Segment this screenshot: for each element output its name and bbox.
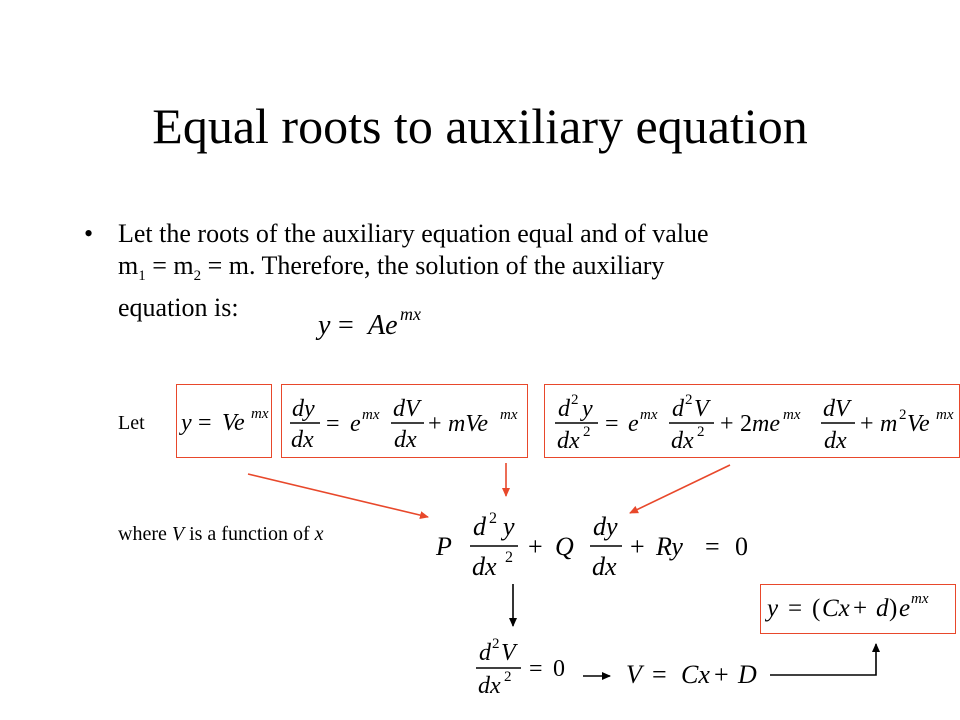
bullet-line-1: Let the roots of the auxiliary equation equal and of value [118, 219, 709, 248]
svg-text:Ae: Ae [368, 310, 398, 341]
svg-text:mx: mx [500, 407, 518, 423]
svg-text:m: m [880, 411, 898, 437]
svg-text:y: y [181, 410, 192, 436]
substitution-equation [179, 406, 269, 436]
svg-text:2: 2 [504, 669, 512, 685]
svg-text:e: e [350, 411, 361, 437]
svg-text:y: y [582, 396, 593, 422]
bullet-line-2-rest: = m. Therefore, the solution of the auxiliary [201, 251, 665, 280]
svg-text:+: + [720, 411, 734, 437]
svg-text:=: = [605, 411, 619, 437]
svg-text:dx: dx [472, 552, 497, 581]
svg-text:me: me [752, 411, 780, 437]
svg-text:y: y [318, 310, 331, 341]
svg-text:dx: dx [592, 552, 617, 581]
second-derivative-equation [555, 392, 954, 454]
subscript-1: 1 [138, 268, 146, 285]
svg-text:y: y [767, 595, 779, 622]
svg-text:=: = [529, 656, 543, 682]
svg-text:dx: dx [478, 673, 501, 699]
bullet-marker: • [84, 219, 94, 248]
solution-equation [315, 304, 421, 341]
equals-m: = m [145, 251, 194, 280]
svg-text:V: V [626, 660, 642, 689]
svg-text:V: V [501, 640, 516, 666]
svg-text:+: + [853, 595, 868, 622]
svg-text:dV: dV [393, 396, 420, 422]
svg-text:dy: dy [593, 512, 618, 541]
where-var: V [171, 523, 185, 545]
svg-text:dV: dV [823, 396, 850, 422]
svg-text:): ) [889, 595, 898, 622]
svg-text:mx: mx [400, 304, 421, 324]
red-arrow-left [248, 474, 428, 517]
svg-text:mx: mx [362, 407, 380, 423]
slide-title: Equal roots to auxiliary equation [152, 98, 808, 154]
svg-text:2: 2 [685, 392, 693, 408]
svg-text:2: 2 [740, 411, 752, 437]
svg-text:mx: mx [251, 406, 269, 422]
svg-text:dx: dx [824, 428, 847, 454]
svg-text:d: d [672, 396, 684, 422]
svg-text:V: V [694, 396, 709, 422]
svg-text:(: ( [812, 595, 821, 622]
subscript-2: 2 [193, 268, 202, 285]
svg-text:mx: mx [936, 407, 954, 423]
svg-text:dx: dx [557, 428, 580, 454]
first-derivative-equation [290, 396, 518, 453]
svg-text:P: P [436, 532, 452, 561]
svg-text:=: = [705, 532, 720, 561]
svg-text:+: + [528, 532, 543, 561]
svg-text:e: e [899, 595, 911, 622]
svg-text:2: 2 [489, 510, 497, 527]
svg-text:Ve: Ve [907, 411, 930, 437]
svg-text:2: 2 [583, 424, 591, 440]
svg-text:e: e [628, 411, 639, 437]
svg-text:2: 2 [505, 549, 513, 566]
svg-text:Ry: Ry [656, 532, 683, 561]
svg-text:2: 2 [899, 407, 907, 423]
svg-text:mVe: mVe [448, 411, 488, 437]
svg-text:=: = [198, 410, 212, 436]
svg-text:dy: dy [292, 396, 315, 422]
svg-text:2: 2 [492, 636, 500, 652]
where-x: x [314, 523, 324, 545]
m-symbol: m [118, 251, 139, 280]
reduced-equation [476, 636, 565, 699]
svg-text:Ve: Ve [222, 410, 245, 436]
svg-text:D: D [738, 660, 757, 689]
svg-text:d: d [473, 512, 486, 541]
svg-text:d: d [558, 396, 570, 422]
svg-text:mx: mx [783, 407, 801, 423]
svg-text:0: 0 [735, 532, 748, 561]
bullet-line-3: equation is: [118, 293, 239, 323]
svg-text:+: + [714, 660, 729, 689]
svg-text:=: = [326, 411, 340, 437]
svg-text:=: = [338, 310, 354, 341]
svg-text:mx: mx [640, 407, 658, 423]
svg-text:+: + [428, 411, 442, 437]
svg-text:0: 0 [553, 656, 565, 682]
svg-text:d: d [876, 595, 889, 622]
svg-text:+: + [860, 411, 874, 437]
svg-text:dx: dx [671, 428, 694, 454]
where-mid: is a function of [184, 523, 315, 545]
svg-text:=: = [652, 660, 667, 689]
svg-text:Cx: Cx [681, 660, 710, 689]
svg-text:y: y [503, 512, 515, 541]
svg-text:dx: dx [394, 427, 417, 453]
svg-text:dx: dx [291, 427, 314, 453]
svg-text:mx: mx [911, 591, 929, 607]
black-arrow-up [770, 644, 876, 675]
svg-text:=: = [788, 595, 803, 622]
let-label: Let [118, 412, 145, 434]
svg-text:2: 2 [697, 424, 705, 440]
red-arrow-right [630, 465, 730, 513]
svg-text:Cx: Cx [822, 595, 850, 622]
where-prefix: where [118, 523, 172, 545]
svg-text:d: d [479, 640, 491, 666]
v-result-equation [626, 660, 757, 689]
svg-text:+: + [630, 532, 645, 561]
final-solution-equation [764, 591, 929, 622]
svg-text:2: 2 [571, 392, 579, 408]
svg-text:Q: Q [555, 532, 574, 561]
ode-equation [435, 510, 748, 581]
